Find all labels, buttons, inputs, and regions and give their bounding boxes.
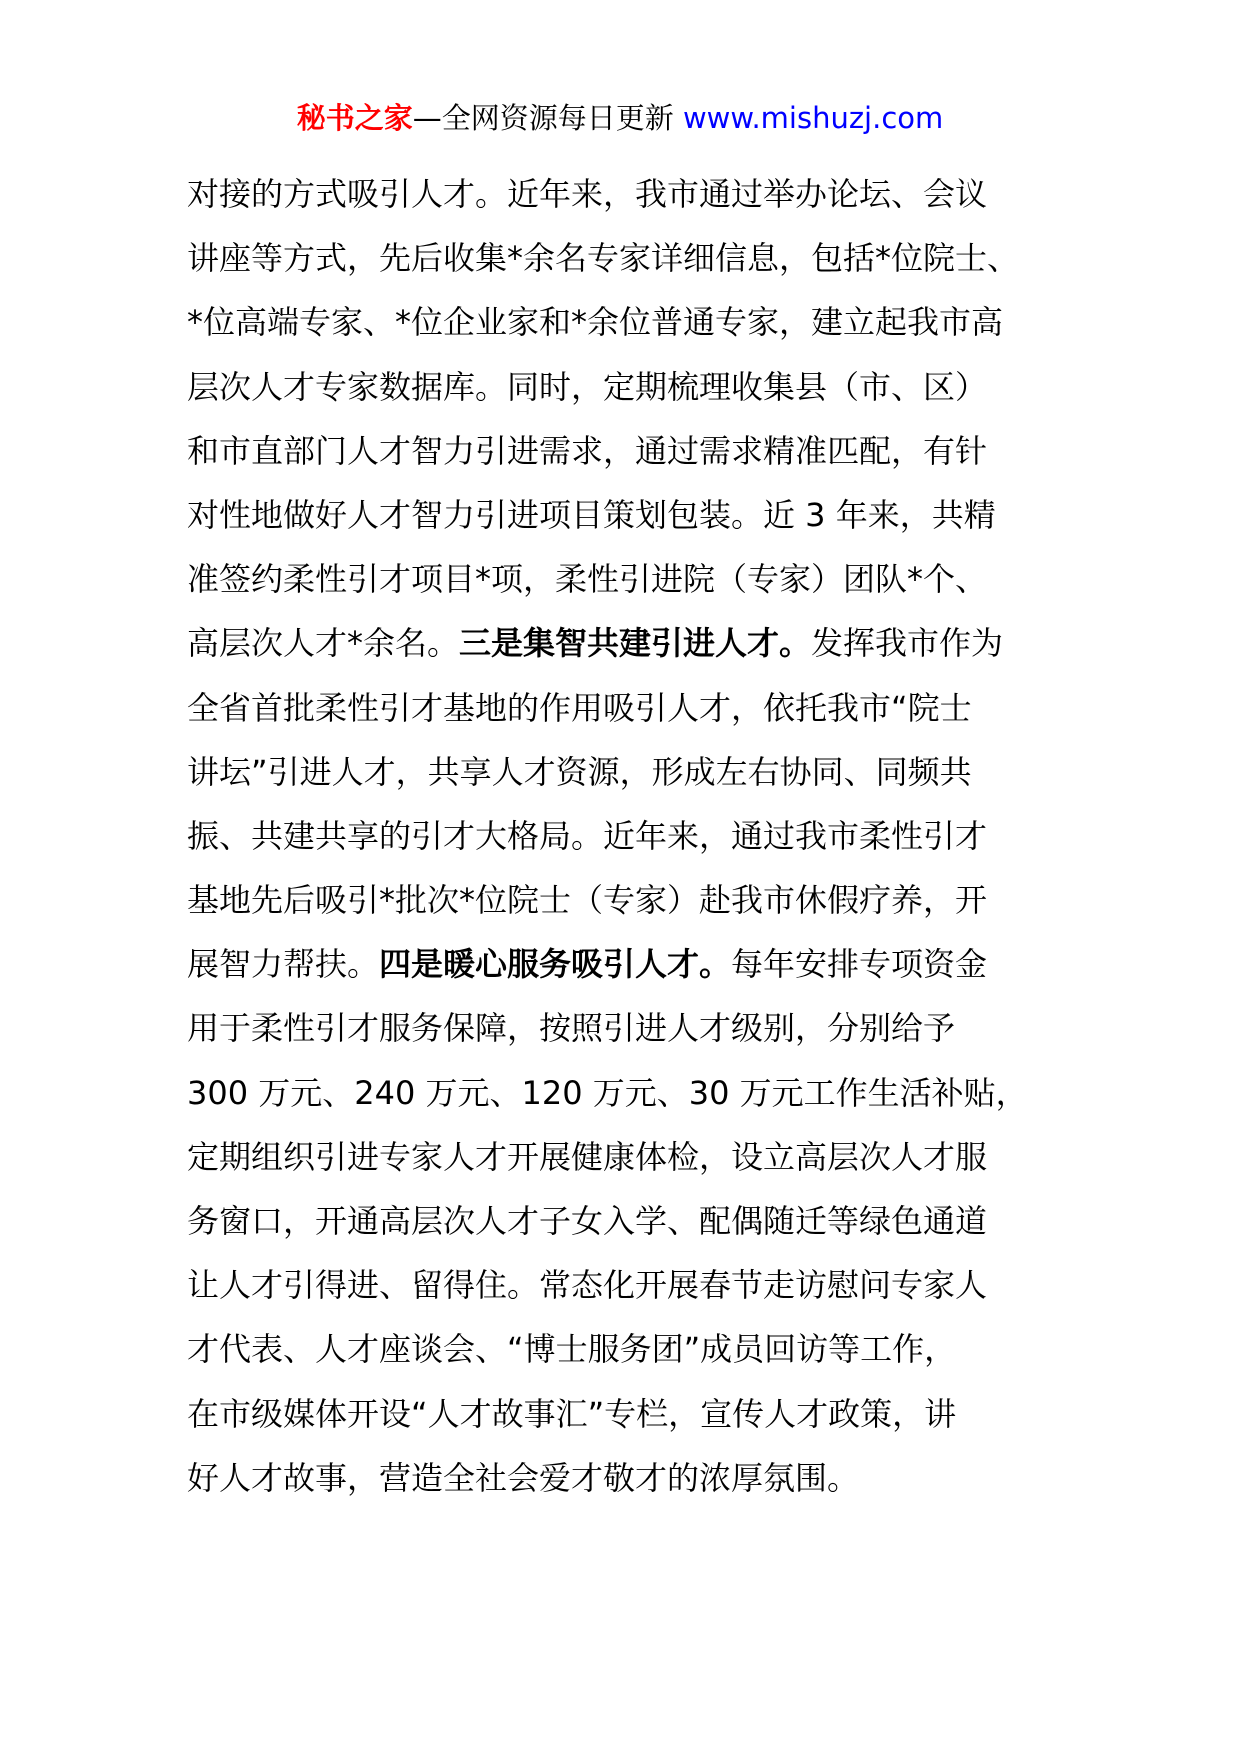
text-segment: 高层次人才*余名。: [187, 624, 460, 663]
text-segment: 讲坛”引进人才，共享人才资源，形成左右协同、同频共: [187, 752, 972, 791]
text-line: [187, 804, 1071, 868]
text-segment: 务窗口，开通高层次人才子女入学、配偶随迁等绿色通道: [187, 1202, 988, 1240]
text-segment: 振、共建共享的引才大格局。近年来，通过我市柔性引才: [187, 816, 988, 855]
text-segment: 每年安排专项资金: [731, 945, 988, 984]
text-line: [187, 1253, 1071, 1317]
bold-heading-phrase: 四是暖心服务吸引人才。: [379, 945, 732, 984]
text-segment: 层次人才专家数据库。同时，定期梳理收集县（市、区）: [187, 367, 988, 406]
text-segment: 发挥我市作为: [811, 624, 1004, 663]
site-tagline: —全网资源每日更新: [412, 101, 683, 135]
text-segment: 和市直部门人才智力引进需求，通过需求精准匹配，有针: [187, 431, 988, 470]
text-segment: 展智力帮扶。: [187, 945, 380, 984]
text-segment: 让人才引得进、留得住。常态化开展春节走访慰问专家人: [187, 1266, 988, 1305]
text-line: [187, 1382, 1071, 1446]
text-segment: 定期组织引进专家人才开展健康体检，设立高层次人才服: [187, 1137, 988, 1176]
text-segment: 对性地做好人才智力引进项目策划包装。近 3 年来，共精: [187, 495, 996, 534]
text-line: [187, 355, 1071, 419]
text-segment: 对接的方式吸引人才。近年来，我市通过举办论坛、会议: [187, 175, 988, 213]
text-line: [187, 290, 1071, 354]
site-url[interactable]: www.mishuzj.com: [682, 101, 944, 135]
text-line: [187, 676, 1071, 740]
text-segment: 全省首批柔性引才基地的作用吸引人才，依托我市“院士: [187, 688, 972, 727]
text-line: [187, 547, 1071, 611]
watermark-header: [0, 98, 1240, 138]
text-line: [187, 996, 1071, 1060]
text-segment: *位高端专家、*位企业家和*余位普通专家，建立起我市高: [187, 303, 1004, 342]
text-line: [187, 1189, 1071, 1253]
text-segment: 讲座等方式，先后收集*余名专家详细信息，包括*位院士、: [187, 239, 1020, 278]
text-line: [187, 1061, 1071, 1125]
text-line: [187, 226, 1071, 290]
text-segment: 基地先后吸引*批次*位院士（专家）赴我市休假疗养，开: [187, 881, 988, 920]
text-line: [187, 932, 1071, 996]
site-brand: 秘书之家: [296, 101, 413, 135]
text-segment: 用于柔性引才服务保障，按照引进人才级别，分别给予: [187, 1009, 956, 1048]
bold-heading-phrase: 三是集智共建引进人才。: [459, 624, 812, 663]
text-segment: 在市级媒体开设“人才故事汇”专栏，宣传人才政策，讲: [187, 1394, 957, 1433]
text-line: [187, 1317, 1071, 1381]
text-line: [187, 1446, 1071, 1510]
text-segment: 才代表、人才座谈会、“博士服务团”成员回访等工作，: [187, 1330, 957, 1369]
text-segment: 300 万元、240 万元、120 万元、30 万元工作生活补贴，: [187, 1073, 1028, 1112]
text-line: [187, 740, 1071, 804]
text-segment: 好人才故事，营造全社会爱才敬才的浓厚氛围。: [187, 1458, 860, 1497]
text-line: [187, 868, 1071, 932]
text-segment: 准签约柔性引才项目*项，柔性引进院（专家）团队*个、: [187, 560, 988, 599]
text-line: [187, 1125, 1071, 1189]
text-line: [187, 611, 1071, 675]
text-line: [187, 162, 1071, 226]
text-line: [187, 419, 1071, 483]
text-line: [187, 483, 1071, 547]
document-body: [187, 162, 1071, 1510]
